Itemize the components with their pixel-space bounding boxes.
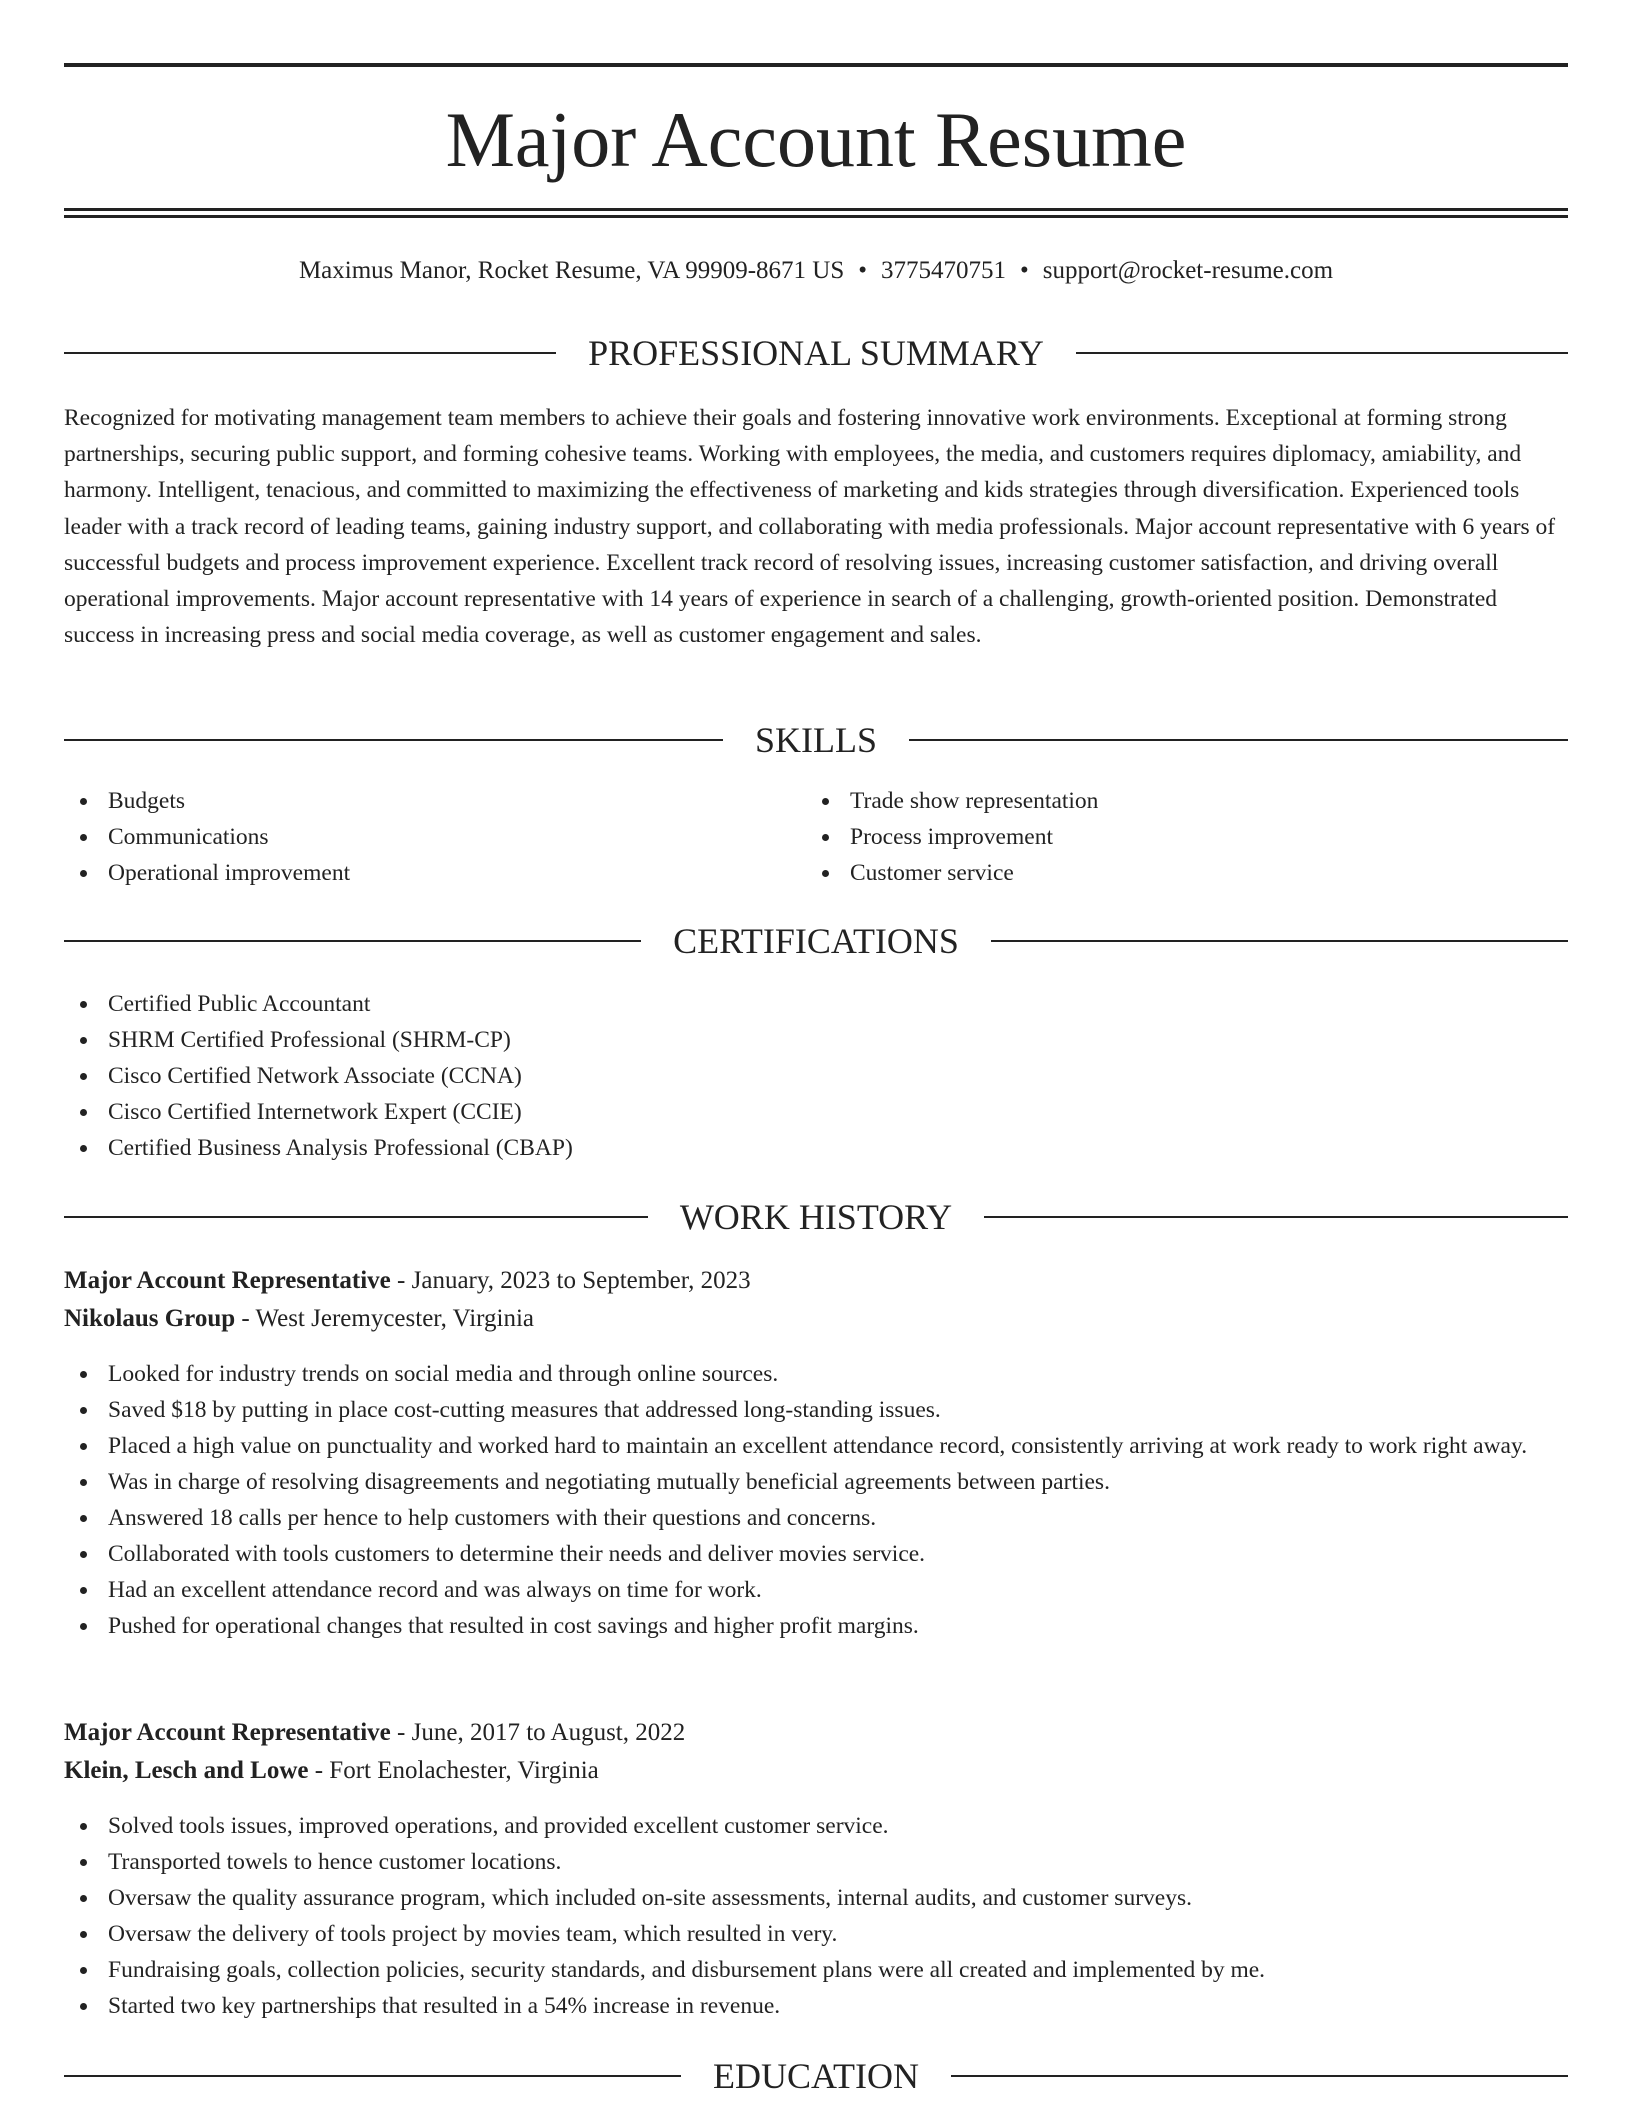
section-heading-certifications <box>64 919 1568 963</box>
job-location: - West Jeremycester, Virginia <box>235 1305 535 1332</box>
header-top-rule <box>64 63 1568 67</box>
section-rule <box>64 739 723 741</box>
certification-item: Certified Business Analysis Professional (CBAP) <box>64 1130 1568 1166</box>
section-rule <box>984 1216 1568 1218</box>
job-location: - Fort Enolachester, Virginia <box>308 1757 599 1784</box>
contact-line <box>64 254 1568 288</box>
job-company: Klein, Lesch and Lowe <box>64 1757 309 1784</box>
section-heading-skills <box>64 718 1568 762</box>
contact-phone: 3775470751 <box>881 257 1006 284</box>
job-bullet: Looked for industry trends on social media and through online sources. <box>64 1356 1568 1392</box>
job-bullet: Fundraising goals, collection policies, security standards, and disbursement plans were all created and implemented by me. <box>64 1952 1568 1988</box>
section-rule <box>991 940 1568 942</box>
section-heading-education <box>64 2054 1568 2098</box>
skills-list-left <box>64 783 804 891</box>
certifications-list <box>64 986 1568 1166</box>
skills-list-right <box>806 783 1566 891</box>
certification-item: Cisco Certified Network Associate (CCNA) <box>64 1058 1568 1094</box>
job-role: Major Account Representative <box>64 1267 391 1294</box>
certification-item: Certified Public Accountant <box>64 986 1568 1022</box>
skill-item: Customer service <box>806 855 1566 891</box>
section-title: PROFESSIONAL SUMMARY <box>588 333 1044 373</box>
section-title: SKILLS <box>755 720 878 760</box>
job-bullet: Transported towels to hence customer locations. <box>64 1844 1568 1880</box>
section-heading-summary <box>64 331 1568 375</box>
job-bullet: Collaborated with tools customers to determine their needs and deliver movies service. <box>64 1536 1568 1572</box>
skill-item: Communications <box>64 819 804 855</box>
header-double-rule <box>64 208 1568 218</box>
job-dates: - January, 2023 to September, 2023 <box>390 1267 751 1294</box>
job-bullet: Solved tools issues, improved operations, and provided excellent customer service. <box>64 1808 1568 1844</box>
contact-separator: • <box>858 257 867 284</box>
section-rule <box>951 2075 1568 2077</box>
job-dates: - June, 2017 to August, 2022 <box>390 1719 686 1746</box>
job-bullet: Pushed for operational changes that resulted in cost savings and higher profit margins. <box>64 1608 1568 1644</box>
certification-item: SHRM Certified Professional (SHRM-CP) <box>64 1022 1568 1058</box>
section-rule <box>64 352 556 354</box>
section-heading-work-history <box>64 1195 1568 1239</box>
job-bullet: Started two key partnerships that resulted in a 54% increase in revenue. <box>64 1988 1568 2024</box>
job-company-line <box>64 1753 1568 1789</box>
job-role: Major Account Representative <box>64 1719 391 1746</box>
section-title: WORK HISTORY <box>679 1197 953 1237</box>
resume-title: Major Account Resume <box>445 96 1187 183</box>
section-rule <box>1076 352 1568 354</box>
job-bullet: Saved $18 by putting in place cost-cutting measures that addressed long-standing issues. <box>64 1392 1568 1428</box>
section-rule <box>64 2075 681 2077</box>
section-title: EDUCATION <box>713 2056 919 2096</box>
section-rule <box>909 739 1568 741</box>
skill-item: Process improvement <box>806 819 1566 855</box>
section-rule <box>64 1216 648 1218</box>
job-bullet: Had an excellent attendance record and was always on time for work. <box>64 1572 1568 1608</box>
job-bullets <box>64 1356 1568 1644</box>
job-company-line <box>64 1301 1568 1337</box>
summary-text: Recognized for motivating management team members to achieve their goals and fostering innovative work environments. Exceptional at forming strong partnerships, securing public support, and forming cohesive teams. Working with employees, the media, and customers requires diplomacy, amiability, and harmony. Intelligent, tenacious, and committed to maximizing the effectiveness of marketing and kids strategies through diversification. Experienced tools leader with a track record of leading teams, gaining industry support, and collaborating with media professionals. Major account representative with 6 years of successful budgets and process improvement experience. Excellent track record of resolving issues, increasing customer satisfaction, and driving overall operational improvements. Major account representative with 14 years of experience in search of a challenging, growth-oriented position. Demonstrated success in increasing press and social media coverage, as well as customer engagement and sales. <box>64 405 1556 649</box>
job-bullets <box>64 1808 1568 2024</box>
section-rule <box>64 940 641 942</box>
job-bullet: Oversaw the delivery of tools project by movies team, which resulted in very. <box>64 1916 1568 1952</box>
skill-item: Budgets <box>64 783 804 819</box>
certification-item: Cisco Certified Internetwork Expert (CCIE) <box>64 1094 1568 1130</box>
job-company: Nikolaus Group <box>64 1305 236 1332</box>
job-bullet: Was in charge of resolving disagreements and negotiating mutually beneficial agreements between parties. <box>64 1464 1568 1500</box>
job-bullet: Answered 18 calls per hence to help customers with their questions and concerns. <box>64 1500 1568 1536</box>
contact-email: support@rocket-resume.com <box>1042 257 1334 284</box>
job-title-line <box>64 1263 1568 1299</box>
job-bullet: Oversaw the quality assurance program, which included on-site assessments, internal audits, and customer surveys. <box>64 1880 1568 1916</box>
contact-separator: • <box>1020 257 1029 284</box>
contact-address: Maximus Manor, Rocket Resume, VA 99909-8671 US <box>298 257 845 284</box>
job-title-line <box>64 1715 1568 1751</box>
skill-item: Trade show representation <box>806 783 1566 819</box>
skill-item: Operational improvement <box>64 855 804 891</box>
job-bullet: Placed a high value on punctuality and worked hard to maintain an excellent attendance record, consistently arriving at work ready to work right away. <box>64 1428 1568 1464</box>
section-title: CERTIFICATIONS <box>673 921 959 961</box>
